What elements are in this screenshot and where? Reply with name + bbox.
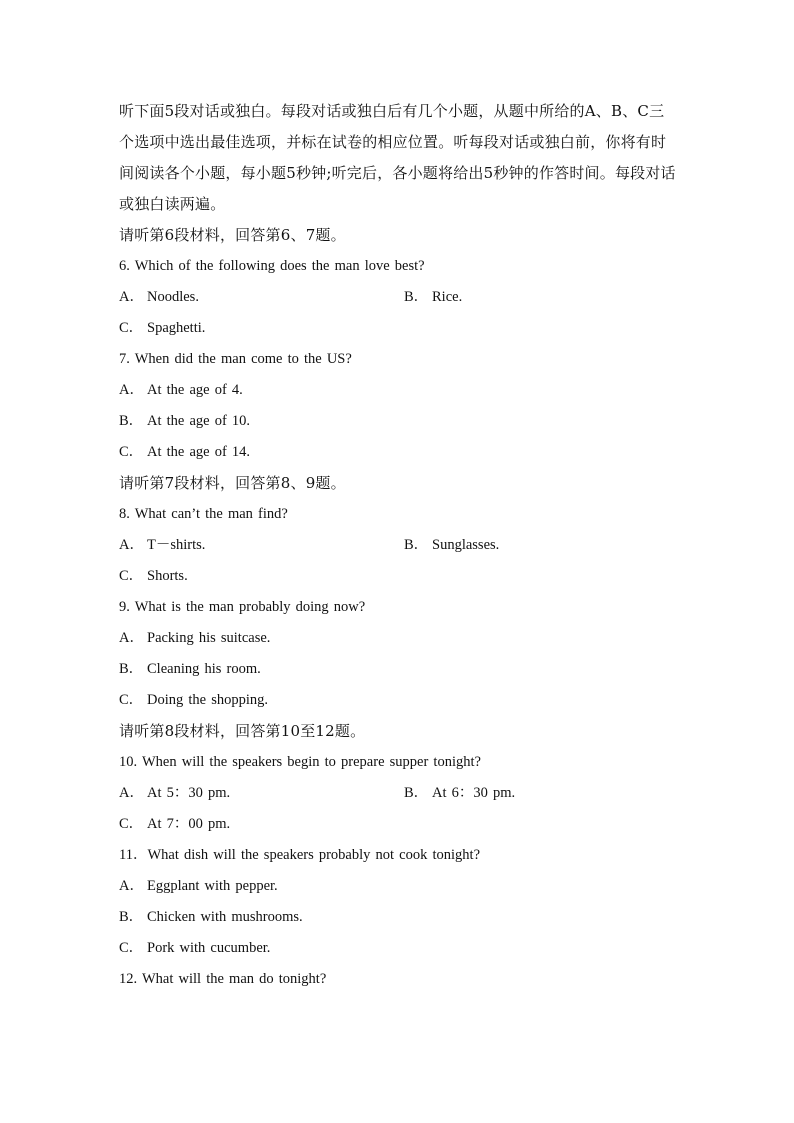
- question-11: 11．What dish will the speakers probably not cook tonight?: [119, 847, 481, 863]
- option-c[interactable]: C． Doing the shopping.: [119, 692, 269, 708]
- question-10: 10. When will the speakers begin to prepare supper tonight?: [119, 754, 481, 770]
- option-a[interactable]: A． Eggplant with pepper.: [119, 878, 278, 894]
- options-row: [119, 623, 679, 654]
- option-c[interactable]: C． At 7：00 pm.: [119, 816, 231, 832]
- options-row: [119, 654, 679, 685]
- options-row: [119, 871, 679, 902]
- options-row: [119, 902, 679, 933]
- section-heading: 请听第6段材料，回答第6、7题。: [119, 226, 346, 244]
- option-c[interactable]: C． Pork with cucumber.: [119, 940, 271, 956]
- option-a[interactable]: A． Packing his suitcase.: [119, 630, 271, 646]
- options-row: [119, 561, 679, 592]
- page-content: [119, 96, 679, 995]
- option-b[interactable]: B． At the age of 10.: [119, 413, 251, 429]
- question-12: 12. What will the man do tonight?: [119, 971, 327, 987]
- section-heading: 请听第8段材料，回答第10至12题。: [119, 722, 366, 740]
- option-a[interactable]: A． Noodles.: [119, 289, 199, 305]
- options-row: [119, 530, 679, 561]
- question-9: 9. What is the man probably doing now?: [119, 599, 366, 615]
- option-b[interactable]: B． Rice.: [404, 289, 463, 305]
- option-a[interactable]: A． T－shirts.: [119, 537, 206, 553]
- option-b[interactable]: B． Chicken with mushrooms.: [119, 909, 303, 925]
- option-a[interactable]: A． At the age of 4.: [119, 382, 243, 398]
- option-b[interactable]: B． Cleaning his room.: [119, 661, 261, 677]
- options-row: [119, 778, 679, 809]
- options-row: [119, 282, 679, 313]
- options-row: [119, 375, 679, 406]
- option-c[interactable]: C． At the age of 14.: [119, 444, 251, 460]
- section-heading: 请听第7段材料，回答第8、9题。: [119, 474, 346, 492]
- options-row: [119, 809, 679, 840]
- option-c[interactable]: C． Spaghetti.: [119, 320, 206, 336]
- options-row: [119, 933, 679, 964]
- question-8: 8. What can’t the man find?: [119, 506, 288, 522]
- options-row: [119, 685, 679, 716]
- options-row: [119, 313, 679, 344]
- question-6: 6. Which of the following does the man love best?: [119, 258, 425, 274]
- option-b[interactable]: B． At 6：30 pm.: [404, 785, 516, 801]
- option-a[interactable]: A． At 5：30 pm.: [119, 785, 231, 801]
- options-row: [119, 437, 679, 468]
- option-c[interactable]: C． Shorts.: [119, 568, 188, 584]
- option-b[interactable]: B． Sunglasses.: [404, 537, 500, 553]
- options-row: [119, 406, 679, 437]
- intro-instructions: 听下面5段对话或独白。每段对话或独白后有几个小题，从题中所给的A、B、C三个选项中选出最佳选项，并标在试卷的相应位置。听每段对话或独白前，你将有时间阅读各个小题，每小题5秒钟;听完后，各小题将给出5秒钟的作答时间。每段对话或独白读两遍。: [119, 102, 676, 213]
- question-7: 7. When did the man come to the US?: [119, 351, 352, 367]
